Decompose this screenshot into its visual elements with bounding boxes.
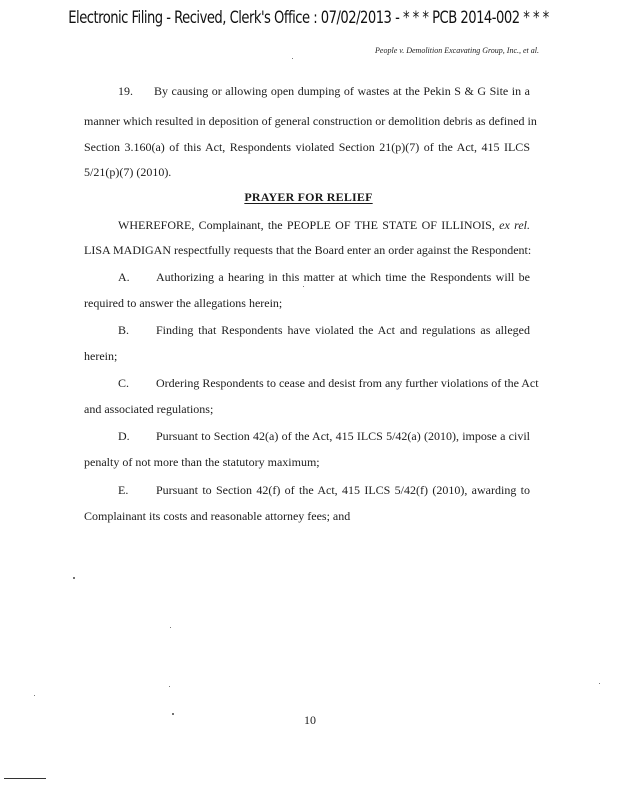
prayer-heading: PRAYER FOR RELIEF: [244, 190, 373, 204]
paragraph-19-line-1: [118, 84, 530, 99]
scan-speck: [73, 577, 75, 579]
relief-item-text: Finding that Respondents have violated the Act and regulations as alleged: [156, 323, 530, 337]
case-caption: People v. Demolition Excavating Group, Inc., et al.: [375, 46, 539, 55]
paragraph-19-line-2: manner which resulted in deposition of general construction or demolition debris as defined in: [84, 114, 537, 128]
paragraph-19-line-3: Section 3.160(a) of this Act, Respondents violated Section 21(p)(7) of the Act, 415 ILCS: [84, 140, 530, 154]
scan-speck: [599, 683, 600, 684]
footnote-rule: [4, 778, 46, 779]
relief-item-a-line-1: [118, 270, 530, 285]
relief-item-b-line-1: [118, 323, 530, 338]
relief-item-letter: B.: [118, 323, 130, 337]
prayer-intro-line-2: LISA MADIGAN respectfully requests that the Board enter an order against the Respondent:: [84, 243, 532, 257]
paragraph-19-line-4: 5/21(p)(7) (2010).: [84, 165, 172, 179]
relief-item-text: Ordering Respondents to cease and desist from any further violations of the Act: [156, 376, 539, 390]
relief-item-text: Authorizing a hearing in this matter at which time the Respondents will be: [156, 270, 530, 284]
relief-item-letter: D.: [118, 429, 130, 443]
relief-item-letter: A.: [118, 270, 130, 284]
scan-speck: [34, 695, 35, 696]
relief-item-d-line-1: [118, 429, 530, 444]
prayer-intro-text: WHEREFORE, Complainant, the PEOPLE OF THE STATE OF ILLINOIS,: [118, 218, 495, 232]
scan-speck: [172, 713, 174, 715]
relief-item-d-line-2: penalty of not more than the statutory maximum;: [84, 455, 320, 469]
relief-item-e-line-2: Complainant its costs and reasonable attorney fees; and: [84, 509, 351, 523]
scan-speck: [169, 686, 170, 687]
prayer-intro-line-1: [118, 218, 530, 233]
scan-speck: [292, 58, 293, 59]
relief-item-text: Pursuant to Section 42(f) of the Act, 415 ILCS 5/42(f) (2010), awarding to: [156, 483, 530, 497]
ex-rel-italic: ex rel.: [499, 218, 531, 232]
relief-item-a-line-2: required to answer the allegations herein;: [84, 296, 283, 310]
relief-item-letter: C.: [118, 376, 130, 390]
scan-speck: [170, 627, 171, 628]
relief-item-text: Pursuant to Section 42(a) of the Act, 415 ILCS 5/42(a) (2010), impose a civil: [156, 429, 530, 443]
relief-item-letter: E.: [118, 483, 129, 497]
relief-item-e-line-1: [118, 483, 530, 498]
relief-item-c-line-2: and associated regulations;: [84, 402, 214, 416]
relief-item-b-line-2: herein;: [84, 349, 118, 363]
filing-stamp: Electronic Filing - Recived, Clerk's Office : 07/02/2013 - * * * PCB 2014-002 * * *: [68, 8, 549, 28]
paragraph-text: By causing or allowing open dumping of wastes at the Pekin S & G Site in a: [154, 84, 530, 98]
scan-speck: [303, 286, 304, 287]
relief-item-c-line-1: [118, 376, 539, 391]
page-number: 10: [304, 713, 316, 727]
paragraph-number: 19.: [118, 84, 133, 98]
